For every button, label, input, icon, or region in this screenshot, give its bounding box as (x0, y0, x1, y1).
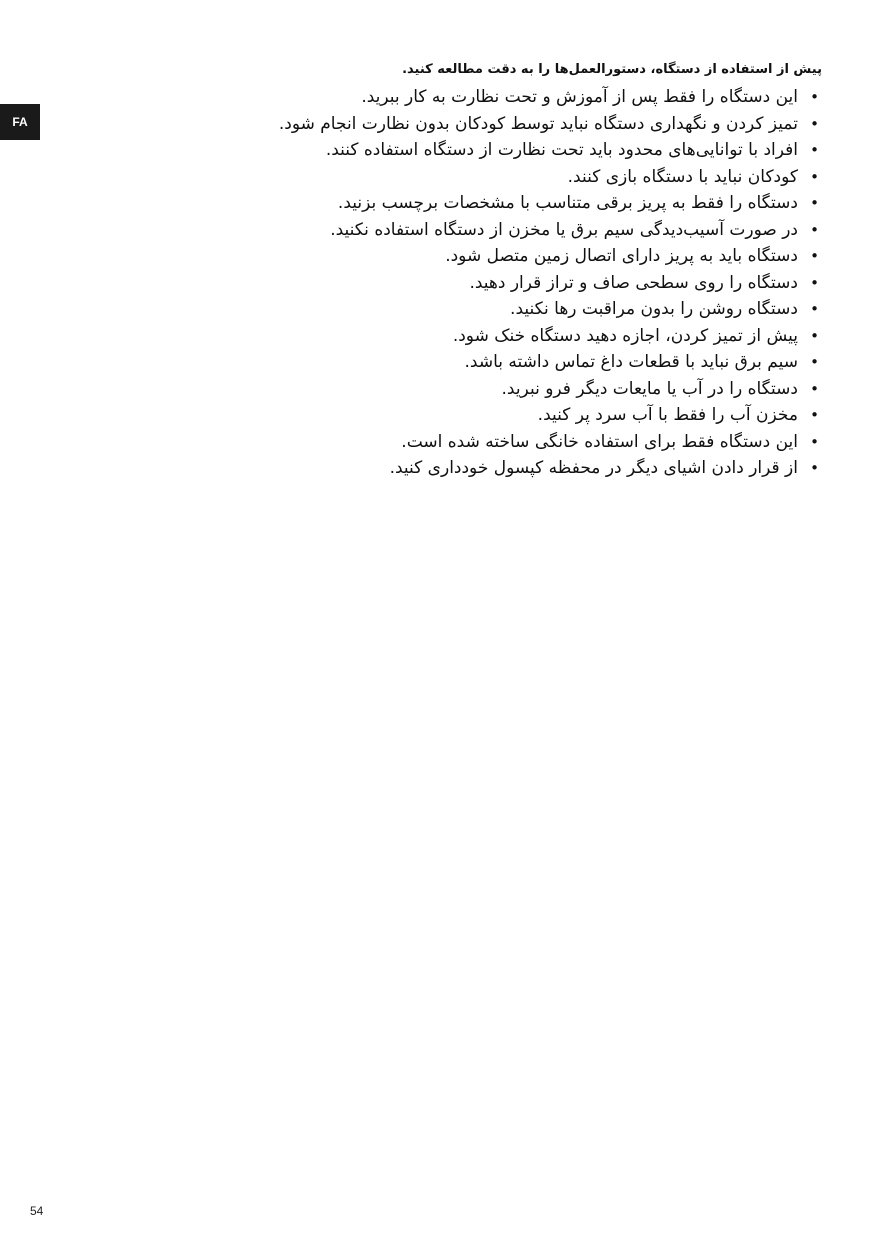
bullet-icon: • (810, 88, 819, 106)
list-item (70, 323, 822, 350)
bullet-icon: • (810, 326, 819, 345)
bullet-icon: • (810, 353, 819, 371)
list-item (70, 217, 822, 244)
list-item (70, 84, 822, 111)
page-number: 54 (30, 1204, 44, 1218)
item-text: دستگاه را روی سطحی صاف و تراز قرار دهید. (469, 272, 798, 293)
item-text: این دستگاه فقط برای استفاده خانگی ساخته شده است. (401, 431, 798, 452)
item-text: پیش از تمیز کردن، اجازه دهید دستگاه خنک شود. (452, 325, 798, 346)
item-text: تمیز کردن و نگهداری دستگاه نباید توسط کودکان بدون نظارت انجام شود. (278, 113, 798, 134)
bullet-icon: • (810, 300, 819, 318)
bullet-icon: • (810, 459, 819, 477)
list-item (70, 137, 822, 164)
list-item (70, 376, 822, 403)
list-item (70, 270, 822, 297)
item-text: از قرار دادن اشیای دیگر در محفظه کپسول خودداری کنید. (389, 458, 798, 478)
bullet-icon: • (810, 194, 819, 212)
bullet-icon: • (810, 247, 819, 265)
item-text: دستگاه باید به پریز دارای اتصال زمین متصل شود. (445, 246, 798, 266)
warnings-list (70, 84, 822, 482)
item-text: دستگاه را در آب یا مایعات دیگر فرو نبرید. (501, 378, 798, 399)
language-tab-label: FA (12, 115, 28, 129)
list-item (70, 455, 822, 482)
bullet-icon: • (810, 406, 819, 424)
item-text: دستگاه روشن را بدون مراقبت رها نکنید. (510, 299, 798, 319)
item-text: افراد با توانایی‌های محدود باید تحت نظارت از دستگاه استفاده کنند. (325, 140, 798, 160)
list-item (70, 349, 822, 376)
list-item (70, 111, 822, 138)
item-text: این دستگاه را فقط پس از آموزش و تحت نظارت به کار ببرید. (361, 87, 798, 107)
item-text: دستگاه را فقط به پریز برقی متناسب با مشخصات برچسب بزنید. (337, 193, 798, 213)
list-item (70, 402, 822, 429)
item-text: کودکان نباید با دستگاه بازی کنند. (567, 166, 798, 187)
item-text: در صورت آسیب‌دیدگی سیم برق یا مخزن از دستگاه استفاده نکنید. (330, 219, 798, 240)
list-item (70, 190, 822, 217)
intro-heading: پیش از استفاده از دستگاه، دستورالعمل‌ها را به دقت مطالعه کنید. (402, 62, 822, 77)
bullet-icon: • (810, 167, 819, 186)
list-item (70, 243, 822, 270)
bullet-icon: • (810, 273, 819, 292)
language-tab (0, 104, 40, 140)
item-text: مخزن آب را فقط با آب سرد پر کنید. (537, 405, 798, 425)
item-text: سیم برق نباید با قطعات داغ تماس داشته باشد. (464, 352, 798, 372)
list-item (70, 296, 822, 323)
safety-instructions (70, 60, 822, 482)
list-item (70, 164, 822, 191)
bullet-icon: • (810, 141, 819, 159)
list-item (70, 429, 822, 456)
bullet-icon: • (810, 220, 819, 239)
bullet-icon: • (810, 432, 819, 451)
bullet-icon: • (810, 114, 819, 133)
bullet-icon: • (810, 379, 819, 398)
